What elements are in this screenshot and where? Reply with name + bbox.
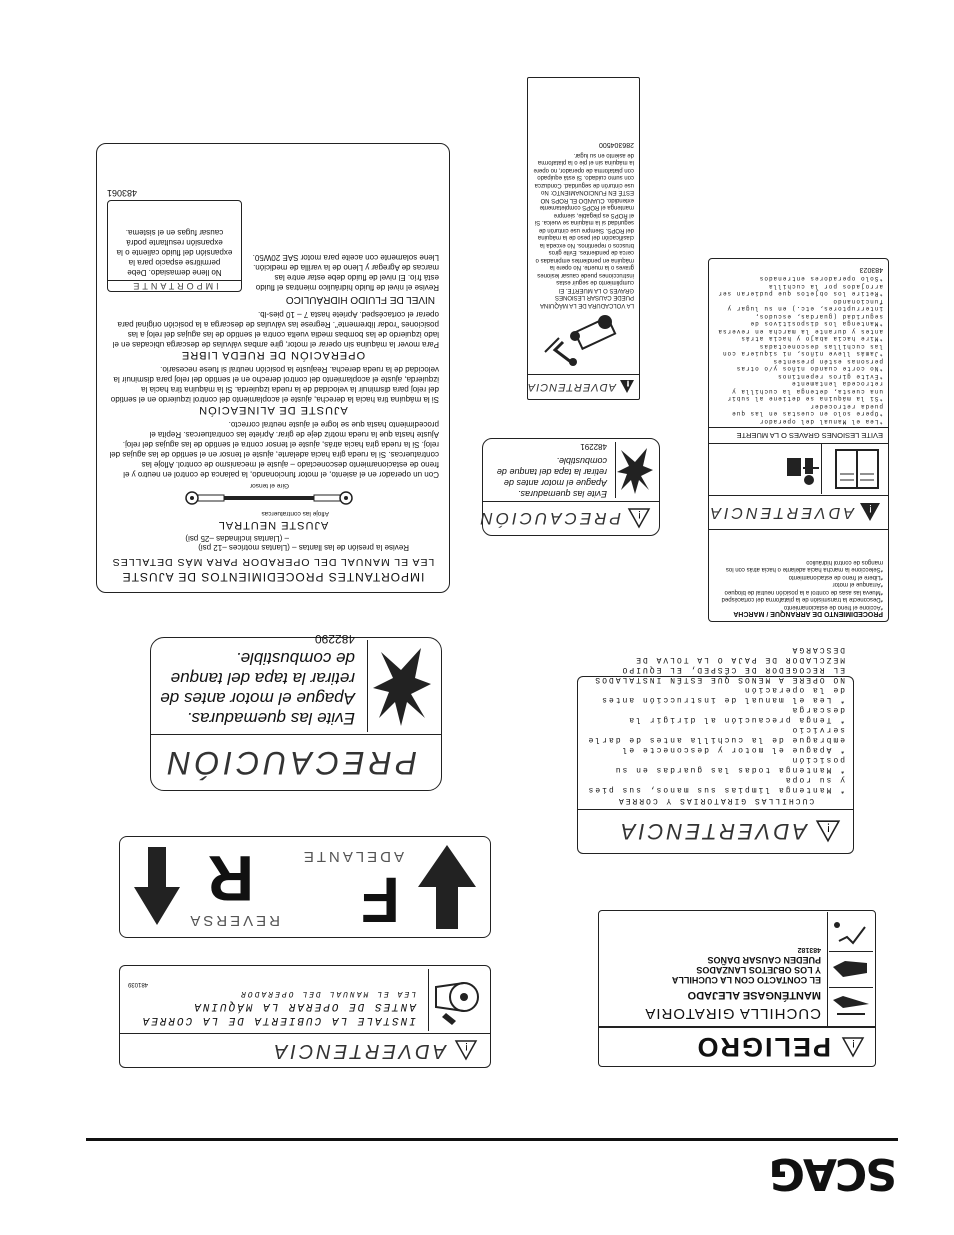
caution-big-text: Evite las quemaduras. Apague el motor antes de retirar la tapa del tanque de combustible. xyxy=(160,649,355,728)
free-title: OPERACIÓN DE RUEDA LIBRE xyxy=(180,349,366,361)
danger-code: 483182 xyxy=(797,946,821,953)
warning-item: *Evite giros repentinos xyxy=(777,373,883,380)
linkage-diagram xyxy=(107,481,439,517)
rollover-header xyxy=(528,374,639,399)
rollover-title: ADVERTENCIA xyxy=(526,381,616,393)
proc-item: *Seleccione la marcha hacia adelante o hacia atrás con los mangos de control hidráulico xyxy=(725,559,883,573)
direction-decal xyxy=(119,836,491,938)
deck-code: 481039 xyxy=(128,981,149,987)
rollover-text: LA VOLCADURA DE LA MÁQUINA PUEDE CAUSAR LESIONES GRAVES O LA MUERTE. El cumplimiento de seguir estas instrucciones puede causar lesiones graves o la muerte. No opere la máquina en pendientes empinadas o cerca de pendientes. Evite giros bruscos o repentinos. No exceda la clasificación del peso de la máquina del ROPS. Siempre use cinturón de seguridad si la máquina se vuelca. Si el ROPS es plegable, siempre mantenga el ROPS completamente extendido. CUANDO EL ROPS NO ESTÉ EN FUNCIONAMIENTO: No use cinturón de seguridad. Conduzca con sumo cuidado. Si está equipado con plataforma de operador, no opere la máquina sin el pie o la plataforma de asiento en su lugar. xyxy=(533,152,634,308)
warning-triangle-icon xyxy=(858,502,882,524)
fluid-text: Revise el nivel de fluido hidráulico mientras el fluido está frío. El nivel de fluido debe estar entre las marcas de Agregar y Lleno de la varilla de medición. Llene solamente con aceite para motor SAE 20W50. xyxy=(252,253,439,292)
danger-icon-column xyxy=(827,912,875,1026)
hand-blade-icon xyxy=(829,990,873,1024)
svg-text:!: ! xyxy=(851,1037,855,1049)
instr-title: IMPORTANTES PROCEDIMIENTOS DE AJUSTE xyxy=(121,570,425,584)
caution-big-decal xyxy=(150,632,442,791)
proc-item: *Arranque el motor xyxy=(832,581,883,588)
deck-warning-header xyxy=(120,1033,490,1067)
caution-small-header xyxy=(477,501,659,535)
warning-triangle-icon xyxy=(841,1036,865,1058)
arrow-up-icon xyxy=(132,845,182,927)
turn-label: Gire el tensor xyxy=(249,482,289,489)
caution-big-code: 482290 xyxy=(314,632,355,646)
warning-item: *Mire hacia abajo y hacia atrás antes y durante la marcha en reversa xyxy=(717,328,883,343)
belt-warning-title: ADVERTENCIA xyxy=(617,819,807,845)
caution-big-title: PRECAUCIÓN xyxy=(163,745,417,781)
warning-big-code: 483023 xyxy=(859,266,883,273)
warning-item: *No corte cuando niños y/o otras personas estén presentes xyxy=(735,358,883,373)
scag-logo xyxy=(770,1148,897,1199)
footer-rule xyxy=(86,1138,898,1141)
flame-burst-icon xyxy=(367,640,435,732)
proc-item: *Accione el freno de estacionamiento xyxy=(783,604,883,610)
warning-triangle-icon xyxy=(454,1040,478,1062)
caution-small-decal xyxy=(477,438,660,536)
danger-title: PELIGRO xyxy=(695,1032,831,1063)
svg-text:!: ! xyxy=(826,820,831,835)
warning-big-header xyxy=(709,495,888,529)
proc-item: *Libere el freno de estacionamiento xyxy=(788,574,883,580)
warning-item: *Jamás lleve niños, ni siquiera con las cuchillas desconectadas xyxy=(721,343,883,358)
danger-head: CUCHILLA GIRATORIA xyxy=(644,1005,821,1022)
warning-item: *Si la máquina se detiene al subir una cuesta, detenga la cuchilla y retroceda lentamente xyxy=(726,380,883,403)
loosen-label: Afloje las contratuercas xyxy=(261,510,329,517)
linkage-icon xyxy=(184,489,354,507)
instr-pressure-1: Revise la presión de las llantas – (Llantas motrices –12 psi) xyxy=(198,543,409,552)
neutral-text: Con un operador en el asiento, el motor funcionando, la palanca de control en neutro y el freno de estacionamiento desconectado – ajuste el mecanismo de control. Afloje las contratuercas. Si la rueda gira hacia adelante, ajuste el tensor en el sentido de las agujas del reloj. Si la rueda gira hacia atrás, ajuste el tensor contra el sentido de las agujas del reloj. Ajuste hasta que la rueda motriz deje de girar. Apriete las contratuercas. Repita el procedimiento hasta que se logre el ajuste neutral correcto. xyxy=(109,420,439,479)
instr-code: 483061 xyxy=(107,188,138,198)
caution-small-text: Evite las quemaduras. Apague el motor antes de retirar la tapa del tanque de combustible. xyxy=(496,456,607,499)
foot-blade-icon xyxy=(829,954,873,988)
thrown-object-icon xyxy=(829,918,873,952)
caution-small-code: 482291 xyxy=(580,442,607,451)
instr-subtitle: LEA EL MANUAL DEL OPERADOR PARA MÁS DETALLES xyxy=(111,556,435,568)
warning-item: *Mantenga los dispositivos de seguridad (guardas, escudos, interruptores, etc.) en su lugar y funcionando xyxy=(726,298,883,328)
belt-warning-header xyxy=(578,809,853,853)
deck-line-1: INSTALE LA CUBIERTA DE LA CORREA xyxy=(140,1014,416,1026)
belt-warning-head: CUCHILLAS GIRATORIAS Y CORREA xyxy=(616,796,815,805)
deck-warning-title: ADVERTENCIA xyxy=(271,1040,446,1062)
arrow-down-icon xyxy=(414,841,480,931)
warning-triangle-icon xyxy=(620,381,634,394)
proc-title: PROCEDIMIENTO DE ARRANQUE / MARCHA xyxy=(733,610,883,617)
svg-text:!: ! xyxy=(637,508,641,521)
danger-header xyxy=(599,1026,875,1066)
warning-big-head: EVITE LESIONES GRAVES O LA MUERTE xyxy=(709,427,888,443)
neutral-title: AJUSTE NEUTRAL xyxy=(217,519,329,531)
belt-item: * Mantenga limpias sus manos, sus pies y su ropa xyxy=(586,775,845,794)
danger-line-3: Y LOS OBJETOS LANZADOS xyxy=(696,965,821,975)
fluid-title: NIVEL DE FLUIDO HIDRÁULICO xyxy=(285,294,435,305)
warning-item: *Solo operadores entrenados xyxy=(758,275,883,283)
deck-warning-decal xyxy=(119,965,491,1068)
important-label: IMPORTANTE xyxy=(108,280,241,291)
belt-warning-decal xyxy=(577,645,854,854)
rollover-decal xyxy=(527,77,640,400)
proc-item: *Mueva las asas de control a la posición neutral de bloqueo xyxy=(724,589,883,595)
warning-item: *Lea el Manual del operador xyxy=(758,418,883,425)
reverse-word: REVERSA xyxy=(187,912,280,929)
caution-small-title: PRECAUCIÓN xyxy=(477,509,621,529)
svg-text:!: ! xyxy=(868,502,872,515)
important-text: No llene demasiado. Debe permitirse espacio para la expansión del fluido caliente o la expansión resultante podrá causar fugas en el sistema. xyxy=(116,228,233,277)
deck-line-2: ANTES DE OPERAR LA MÁQUINA xyxy=(192,1000,416,1012)
svg-text:!: ! xyxy=(464,1040,468,1053)
warning-big-title: ADVERTENCIA xyxy=(707,504,854,522)
reverse-letter: R xyxy=(207,842,254,914)
warning-triangle-icon xyxy=(627,508,651,530)
proc-item: *Desconecte la transmisión de la plataforma del cortacésped xyxy=(721,596,883,603)
mower-child-icon xyxy=(772,444,822,494)
forward-word: ADELANTE xyxy=(300,848,404,865)
danger-decal xyxy=(598,910,876,1067)
deck-line-3: LEA EL MANUAL DEL OPERADOR xyxy=(239,989,416,998)
caution-big-header xyxy=(151,734,441,790)
danger-line-2: EL CONTACTO CON LA CUCHILLA xyxy=(671,975,821,985)
belt-item: * Lea el manual de instrucción antes de la operación xyxy=(600,685,845,704)
belt-hand-icon xyxy=(428,969,486,1031)
align-title: AJUSTE DE ALINEACIÓN xyxy=(198,404,348,416)
flame-burst-icon xyxy=(615,442,655,498)
belt-item: * Tenga precaución al dirigir la descarga xyxy=(627,705,845,724)
danger-line-4: PUEDEN CAUSAR DAÑOS xyxy=(707,955,821,965)
belt-item: * Mantenga todas las guardas en su posición xyxy=(613,755,845,774)
rollover-code: 286304500 xyxy=(598,141,634,149)
scag-logo-text: SCAG xyxy=(770,1148,897,1199)
warning-big-decal xyxy=(708,258,889,622)
warning-triangle-icon xyxy=(815,820,841,844)
danger-line-1: MANTÉNGASE ALEJADO xyxy=(687,989,821,1001)
align-text: Si la máquina tira hacia la derecha, ajuste el acoplamiento del control izquierdo en el sentido del reloj para disminuir la velocidad de la rueda izquierda. Si la máquina tira hacia la izquierda, ajuste el acoplamiento del control derecho en el sentido del reloj para disminuir la velocidad de la rueda derecha. Reajuste la posición neutral si fuese necesario. xyxy=(110,365,439,404)
manual-book-icon xyxy=(830,444,884,494)
important-box xyxy=(107,200,242,292)
instruction-decal xyxy=(96,143,450,593)
forward-letter: F xyxy=(360,864,400,936)
tractor-rollover-icon xyxy=(534,310,634,372)
instr-pressure-2: – (Llantas inclinadas –25 psi) xyxy=(185,534,289,543)
belt-item: * Apague el motor y desconecte el embrague de la cuchilla antes de darle servicio xyxy=(586,725,845,754)
warning-item: *Retire los objetos que pudieran ser arrojados por la cuchilla xyxy=(717,283,883,298)
warning-item: *Opere solo en cuestas en las que pueda retroceder xyxy=(731,403,883,418)
belt-item: NO OPERE A MENOS QUE ESTÉN INSTALADOS EL RECOGEDOR DE CÉSPED, EL EQUIPO MEZCLADOR DE PAJA O LA TOLVA DE DESCARGA xyxy=(593,645,845,684)
proc-section xyxy=(709,529,888,621)
free-text: Para mover la máquina sin operar el motor, gire ambas válvulas de descarga ubicadas en el lado izquierdo de las bombas media vuelta contra el sentido de las agujas del reloj a las posiciones "rodar libremente". Regrese las válvulas de descarga a la posición original para operar el cortacésped. Apriete hasta 7 – 10 pies-lb. xyxy=(112,310,439,349)
